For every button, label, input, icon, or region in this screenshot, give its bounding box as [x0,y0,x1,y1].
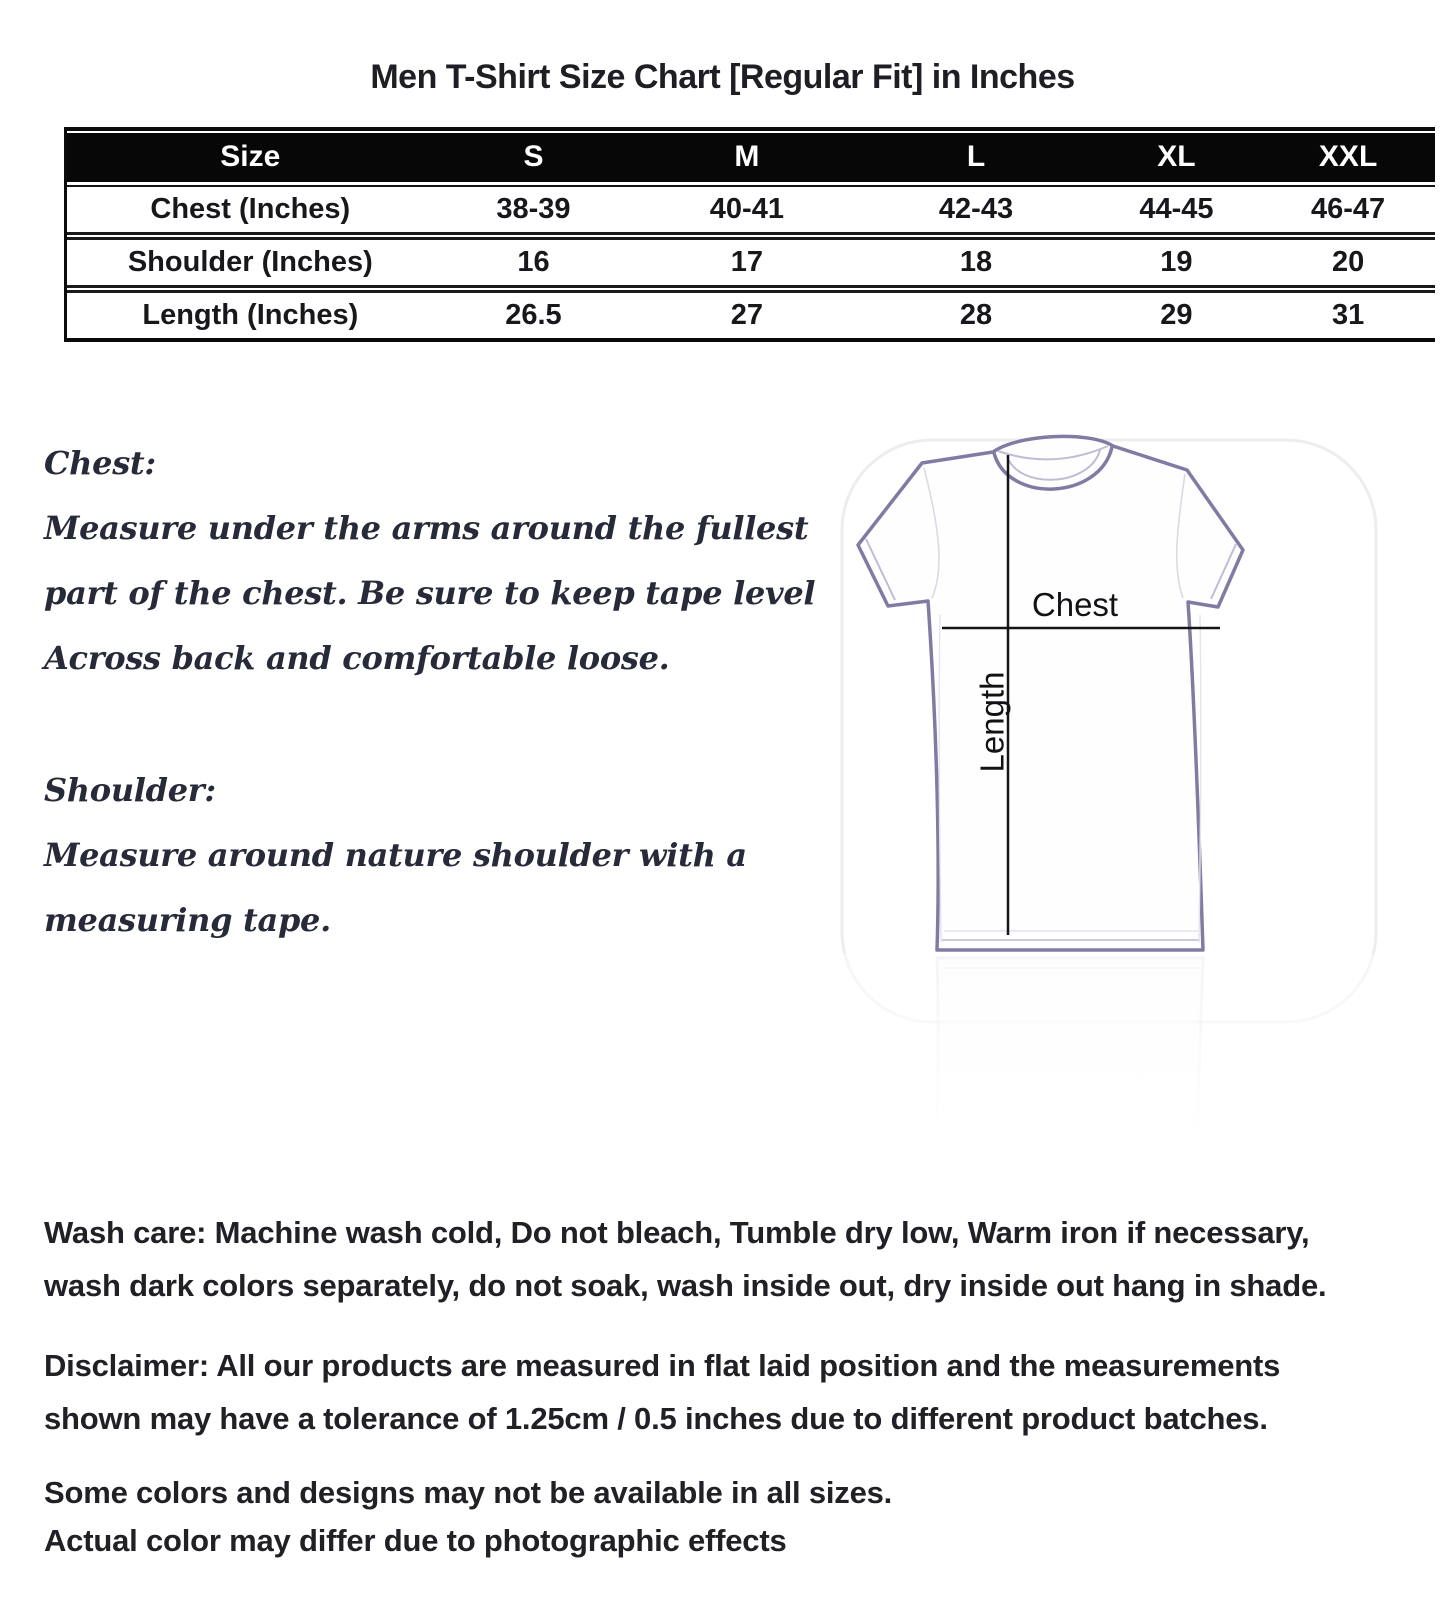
size-value-cell: 16 [434,240,634,293]
size-value-cell: 42-43 [860,185,1091,240]
shoulder-measure-guide [44,758,747,953]
size-value-cell: 40-41 [633,185,860,240]
chest-guide-line: part of the chest. Be sure to keep tape level [44,574,816,612]
length-label: Length [973,671,1011,773]
column-header-l: L [860,133,1091,185]
chest-guide-heading: Chest: [44,444,156,482]
column-header-size: Size [67,133,434,185]
tshirt-outline [858,436,1243,950]
size-value-cell: 29 [1092,293,1262,342]
size-chart-table [67,133,1435,342]
row-label: Shoulder (Inches) [67,240,434,293]
availability-line: Actual color may differ due to photographic effects [44,1523,787,1558]
size-value-cell: 44-45 [1092,185,1262,240]
chest-guide-line: Across back and comfortable loose. [44,639,670,677]
shoulder-guide-line: measuring tape. [44,901,331,939]
size-value-cell: 31 [1261,293,1435,342]
size-value-cell: 28 [860,293,1091,342]
disclaimer-text [44,1339,1419,1445]
table-row-chest [67,185,1435,240]
chest-measure-guide [44,431,815,691]
row-label: Length (Inches) [67,293,434,342]
reflection-fade [828,954,1393,1135]
size-value-cell: 38-39 [434,185,634,240]
table-row-shoulder [67,240,1435,293]
column-header-m: M [633,133,860,185]
table-header-row [67,133,1435,185]
disclaimer-line: Disclaimer: All our products are measured in flat laid position and the measurements [44,1348,1281,1383]
size-value-cell: 19 [1092,240,1262,293]
size-value-cell: 20 [1261,240,1435,293]
size-value-cell: 26.5 [434,293,634,342]
column-header-s: S [434,133,634,185]
page-title: Men T-Shirt Size Chart [Regular Fit] in Inches [370,58,1075,96]
shoulder-guide-heading: Shoulder: [44,771,216,809]
column-header-xl: XL [1092,133,1262,185]
availability-text [44,1469,1419,1565]
chest-guide-line: Measure under the arms around the fullest [44,509,809,547]
size-value-cell: 27 [633,293,860,342]
availability-line: Some colors and designs may not be available in all sizes. [44,1475,893,1510]
size-chart-table-frame [64,127,1435,342]
column-header-xxl: XXL [1261,133,1435,185]
chest-label: Chest [1031,586,1119,623]
row-label: Chest (Inches) [67,185,434,240]
disclaimer-line: shown may have a tolerance of 1.25cm / 0.5 inches due to different product batches. [44,1401,1268,1436]
wash-care-line: wash dark colors separately, do not soak, wash inside out, dry inside out hang in shade. [44,1268,1327,1303]
table-row-length [67,293,1435,342]
size-value-cell: 17 [633,240,860,293]
size-value-cell: 18 [860,240,1091,293]
tshirt-diagram [828,420,1393,1135]
size-value-cell: 46-47 [1261,185,1435,240]
wash-care-text [44,1206,1419,1312]
wash-care-line: Wash care: Machine wash cold, Do not bleach, Tumble dry low, Warm iron if necessary, [44,1215,1310,1250]
shoulder-guide-line: Measure around nature shoulder with a [44,836,747,874]
